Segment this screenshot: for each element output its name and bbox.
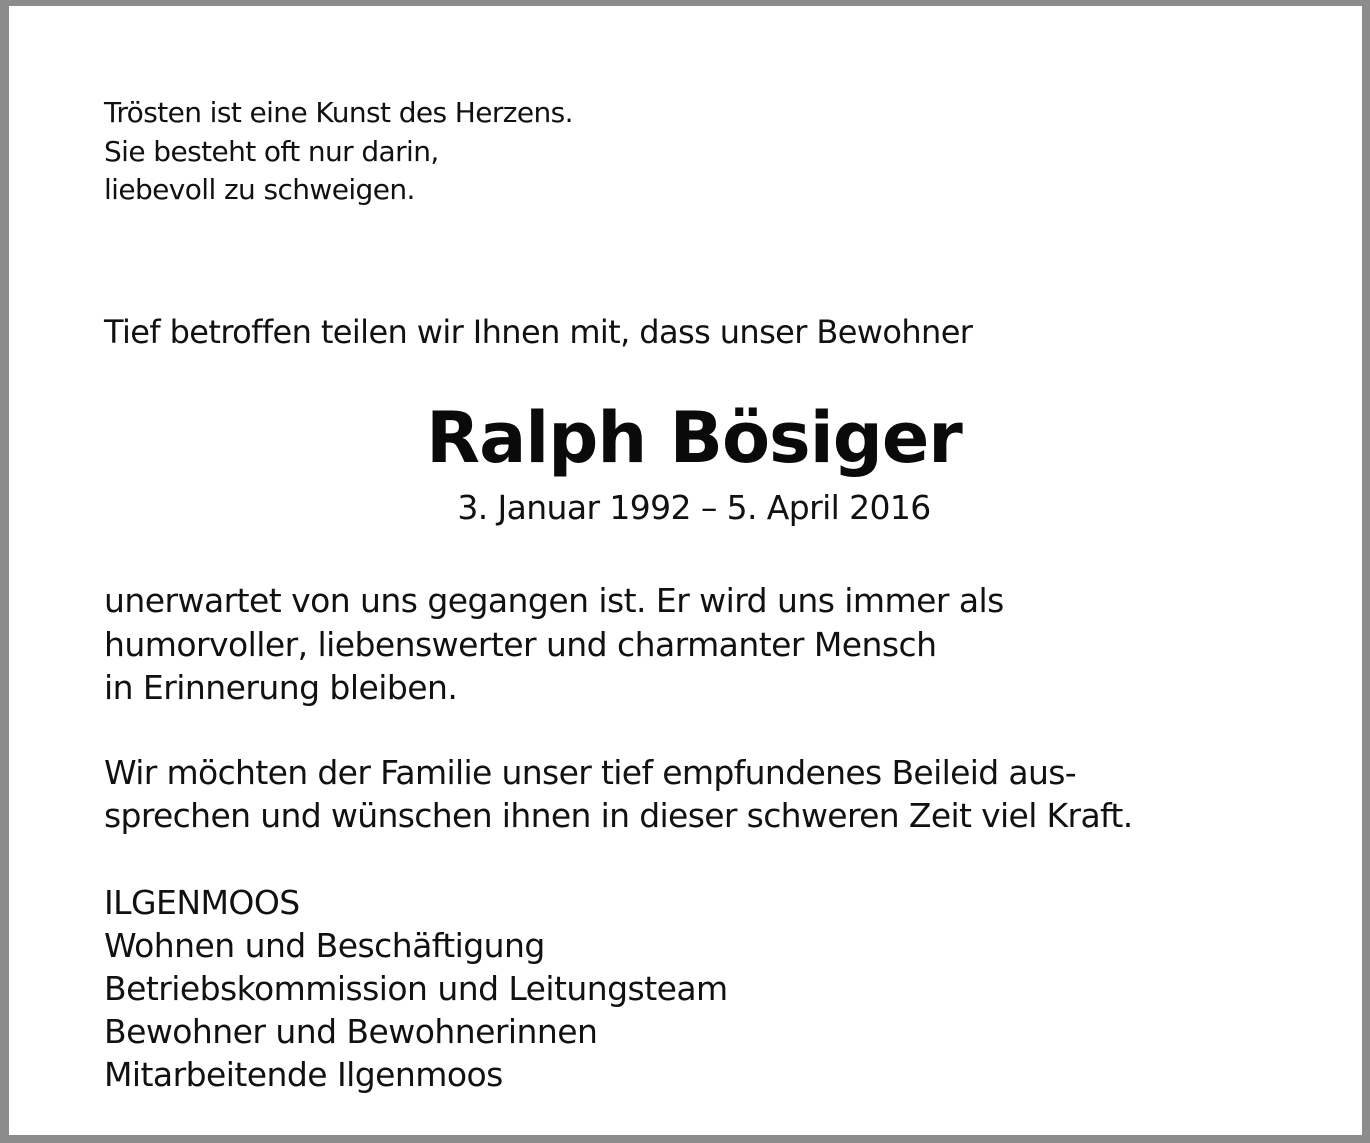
remembrance-paragraph: unerwartet von uns gegangen ist. Er wird uns immer als humorvoller, liebenswerter und charmanter Mensch in Erinnerung bleiben.	[104, 581, 1004, 707]
life-dates: 3. Januar 1992 – 5. April 2016	[457, 488, 931, 527]
signature-block: ILGENMOOS Wohnen und Beschäftigung Betriebskommission und Leitungsteam Bewohner und Bewohnerinnen Mitarbeitende Ilgenmoos	[104, 883, 728, 1094]
condolence-paragraph: Wir möchten der Familie unser tief empfundenes Beileid aus- sprechen und wünschen ihnen in dieser schweren Zeit viel Kraft.	[104, 753, 1133, 835]
announcement-intro: Tief betroffen teilen wir Ihnen mit, dass unser Bewohner	[104, 313, 973, 351]
consolation-quote: Trösten ist eine Kunst des Herzens. Sie besteht oft nur darin, liebevoll zu schweigen.	[104, 96, 573, 206]
deceased-name: Ralph Bösiger	[426, 397, 962, 479]
